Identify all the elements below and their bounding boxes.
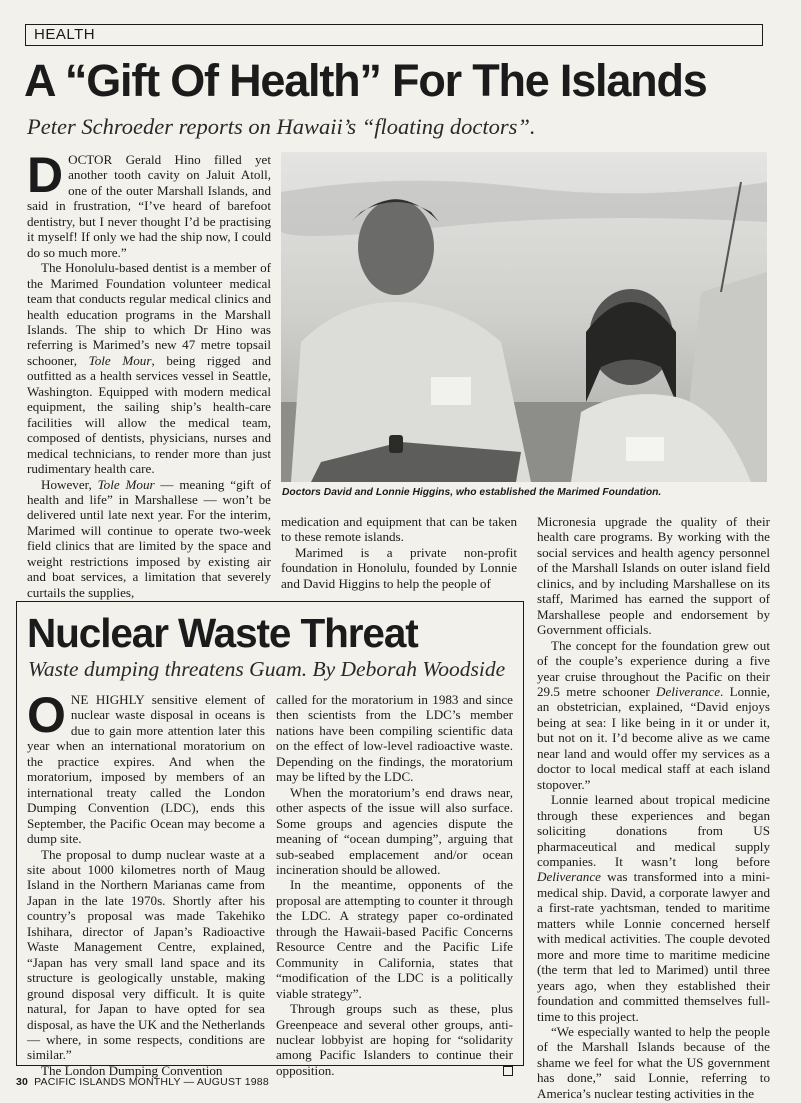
box-column-1	[27, 687, 265, 1078]
article-paragraph: medication and equipment that can be taken to these remote islands.	[281, 514, 517, 545]
page-number: 30	[16, 1076, 29, 1088]
article-paragraph: Micronesia upgrade the quality of their health care programs. By working with the social services and health agency personnel of the Marshall Islands on outer island field clinics, and by including Marshallese on its staff, Marimed has earned the support of Marshallese people and endorsement by Government officials.	[537, 514, 770, 638]
drop-cap: D	[27, 147, 64, 203]
headline: A “Gift Of Health” For The Islands	[24, 55, 707, 106]
paragraph-text: OCTOR Gerald Hino filled yet another tooth cavity on Jaluit Atoll, one of the outer Marshall Islands, and said in frustration, “I’ve heard of barefoot dentistry, but I never thought I’d be practising it myself! If only we had the ship now, I could do so much more.”	[27, 152, 271, 260]
box-paragraph: The London Dumping Convention	[41, 1062, 223, 1078]
box-paragraph: called for the moratorium in 1983 and since then scientists from the LDC’s member nations have been compiling scientific data on the effect of low-level radioactive waste. Depending on the findings, the moratorium may be lifted by the LDC.	[276, 692, 513, 785]
section-label: HEALTH	[25, 24, 763, 46]
box-paragraph: Through groups such as these, plus Greenpeace and several other groups, anti-nuclear lobbyist are hoping for “solidarity among Pacific Islanders to continue their opposition.	[276, 1001, 513, 1078]
article-paragraph: Lonnie learned about tropical medicine through these experiences and began soliciting donations from US pharmaceutical and medical supply companies. It wasn’t long before Deliverance was transformed into a mini-medical ship. David, a corporate lawyer and a first-rate yachtsman, tended to maritime matters while Lonnie concerned herself with medical activities. The couple devoted more and more time to maritime medicine (the term that led to Marimed) until three years ago, when they established their foundation and committed themselves full-time to this project.	[537, 792, 770, 1024]
ship-name: Tole Mour	[97, 476, 155, 492]
article-paragraph: Marimed is a private non-profit foundation in Honolulu, founded by Lonnie and David Higgins to help the people of	[281, 544, 517, 591]
box-subheadline: Waste dumping threatens Guam. By Deborah Woodside	[28, 657, 506, 681]
box-column-2	[276, 692, 513, 1078]
box-paragraph: In the meantime, opponents of the proposal are attempting to counter it through the LDC. A strategy paper co-ordinated through the Hawaii-based Pacific Concerns Resource Centre and the Pacific Life Community in California, states that “modification of the LDC is a politically viable strategy”.	[276, 877, 513, 1001]
publication-line: PACIFIC ISLANDS MONTHLY — AUGUST 1988	[34, 1076, 269, 1088]
ship-name: Tole Mour	[88, 352, 152, 368]
drop-cap: O	[27, 687, 66, 743]
article-column-1	[27, 147, 271, 600]
page-footer	[16, 1076, 269, 1088]
ship-name: Deliverance	[537, 869, 601, 885]
box-paragraph: The proposal to dump nuclear waste at a site about 1000 kilometres north of Maug Island in the Northern Marianas came from Japan in the late 1970s. Shortly after his country’s proposal was made Takehiko Ishihara, director of Japan’s Radioactive Waste Management Centre, explained, “Japan has very small land space and its structure is geologically unstable, making ground disposal very difficult. It is quite natural, for Japan to have opted for sea disposal, as have the UK and the Netherlands — where, in some respects, conditions are similar.”	[27, 846, 265, 1063]
photo-caption: Doctors David and Lonnie Higgins, who established the Marimed Foundation.	[282, 487, 662, 498]
article-lead-paragraph	[27, 147, 271, 260]
article-column-3	[537, 514, 770, 1101]
article-paragraph: “We especially wanted to help the people of the Marshall Islands because of the shame we feel for what the US government has done,” said Lonnie, referring to America’s nuclear testing activities in the	[537, 1023, 770, 1101]
box-headline: Nuclear Waste Threat	[27, 610, 418, 656]
article-paragraph: The Honolulu-based dentist is a member of the Marimed Foundation volunteer medical team that conducts regular medical clinics and health education programs in the Marshall Islands. The ship to which Dr Hino was referring is Marimed’s new 47 metre topsail schooner, Tole Mour, being rigged and outfitted as a health services vessel in Seattle, Washington. Equipped with modern medical equipment, the sailing ship’s health-care facilities will allow the medical team, composed of dentists, physicians, nurses and medical technicians, to render more than just rudimentary health care.	[27, 260, 271, 477]
article-column-2	[281, 514, 517, 591]
paragraph-text: NE HIGHLY sensitive element of nuclear waste disposal in oceans is due to gain more attention later this year when an international moratorium on the practice expires. And when the moratorium, imposed by members of an international treaty called the London Dumping Convention (LDC), ends this September, the Pacific Ocean may become a dump site.	[27, 692, 265, 847]
box-paragraph: When the moratorium’s end draws near, other aspects of the issue will also surface. Some groups and agencies dispute the meaning of “ocean dumping”, arguing that sub-seabed emplacement and/or ocean incineration should be allowed.	[276, 784, 513, 877]
article-paragraph: However, Tole Mour — meaning “gift of health and life” in Marshallese — won’t be delivered until late next year. For the interim, Marimed will continue to operate two-week field clinics that are limited by the space and weight restrictions imposed by existing air and boat services, a limitation that severely curtails the supplies,	[27, 476, 271, 600]
photo-illustration	[281, 152, 767, 482]
box-lead-paragraph	[27, 687, 265, 847]
article-paragraph: The concept for the foundation grew out of the couple’s experience during a five year cruise throughout the Pacific on their 29.5 metre schooner Deliverance. Lonnie, an obstetrician, explained, “David enjoys being at sea: I like being in it or under it, but not on it. I’d become alive as we came near land and would offer my services as a doctor to local medical staff at each island stopover.”	[537, 637, 770, 792]
end-mark-icon	[503, 1066, 513, 1076]
ship-name: Deliverance	[656, 683, 721, 699]
photo-doctors	[281, 152, 767, 482]
subheadline: Peter Schroeder reports on Hawaii’s “floating doctors”.	[27, 114, 536, 139]
